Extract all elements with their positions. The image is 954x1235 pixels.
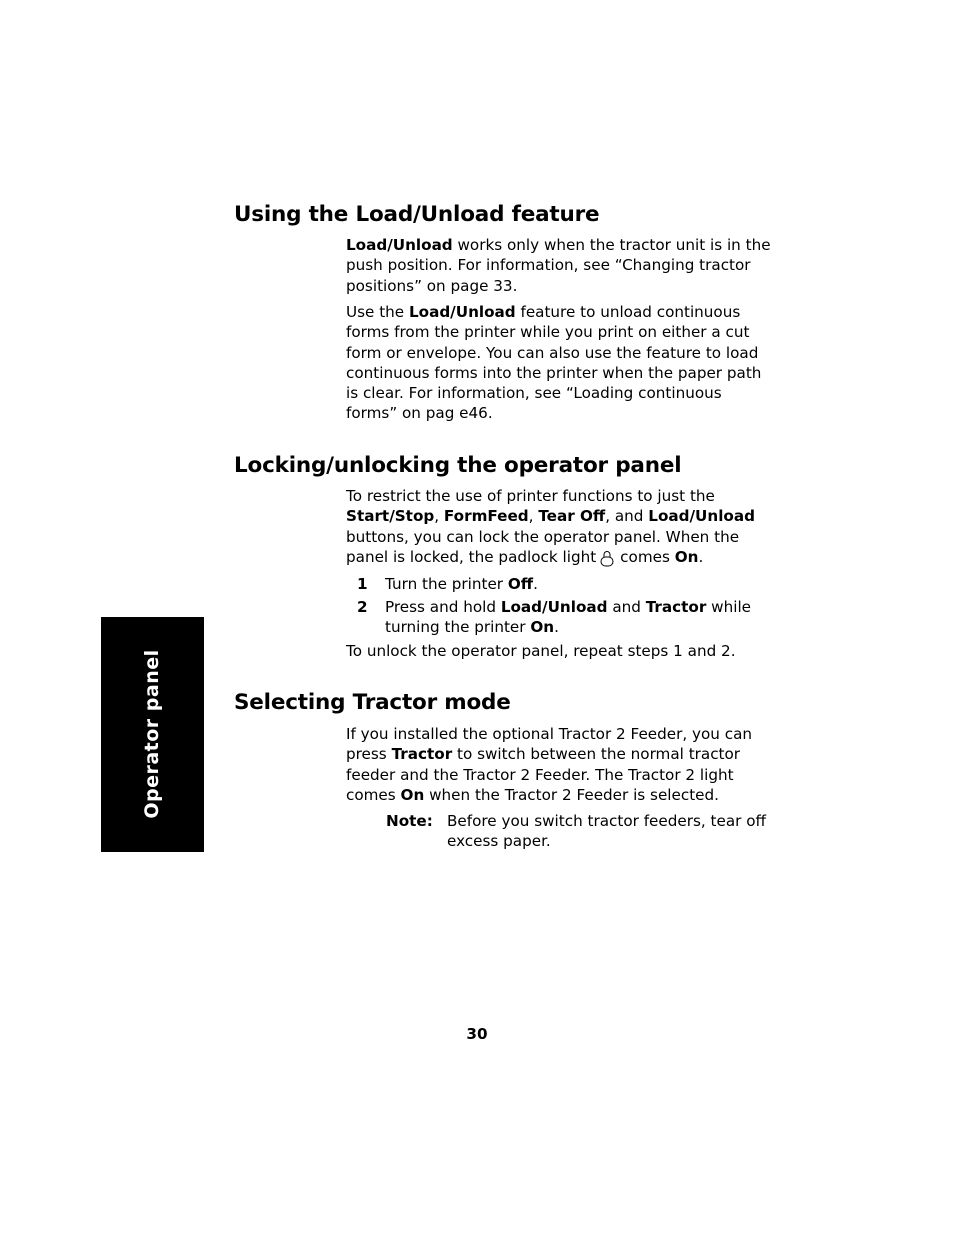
section-heading-load-unload: Using the Load/Unload feature [234,202,600,227]
paragraph-unlock: To unlock the operator panel, repeat steps 1 and 2. [346,642,736,660]
paragraph-locking-intro: To restrict the use of printer functions to just the Start/Stop, FormFeed, Tear Off, and Load/Unload buttons, you can lock the operator panel. When the panel is locked, the padlock light comes On. [346,487,755,566]
section-heading-tractor-mode: Selecting Tractor mode [234,690,511,715]
note-label: Note: [386,812,433,830]
section-heading-locking: Locking/unlocking the operator panel [234,453,682,478]
paragraph-tractor-mode: If you installed the optional Tractor 2 Feeder, you can press Tractor to switch between the normal tractor feeder and the Tractor 2 Feeder. The Tractor 2 light comes On when the Tractor 2 Feeder is selected. [346,725,753,804]
step-text: Press and hold Load/Unload and Tractor while turning the printer On. [385,598,752,637]
paragraph-load-unload-usage: Use the Load/Unload feature to unload continuous forms from the printer while you print on either a cut form or envelope. You can also use the feature to load continuous forms into the printer when the paper path is clear. For information, see “Loading continuous forms” on pag e46. [346,303,762,423]
step-text: Turn the printer Off. [385,575,538,593]
step-item [357,597,771,638]
padlock-icon [600,549,614,567]
page-number: 30 [466,1025,488,1043]
side-tab [101,617,204,852]
note-text: Before you switch tractor feeders, tear off excess paper. [447,812,766,851]
side-tab-label: Operator panel [141,649,163,819]
step-number: 1 [357,575,368,593]
step-item [357,574,771,594]
paragraph-load-unload-intro: Load/Unload works only when the tractor unit is in the push position. For information, see “Changing tractor positions” on page 33. [346,236,771,295]
step-number: 2 [357,598,368,616]
note [386,811,771,852]
